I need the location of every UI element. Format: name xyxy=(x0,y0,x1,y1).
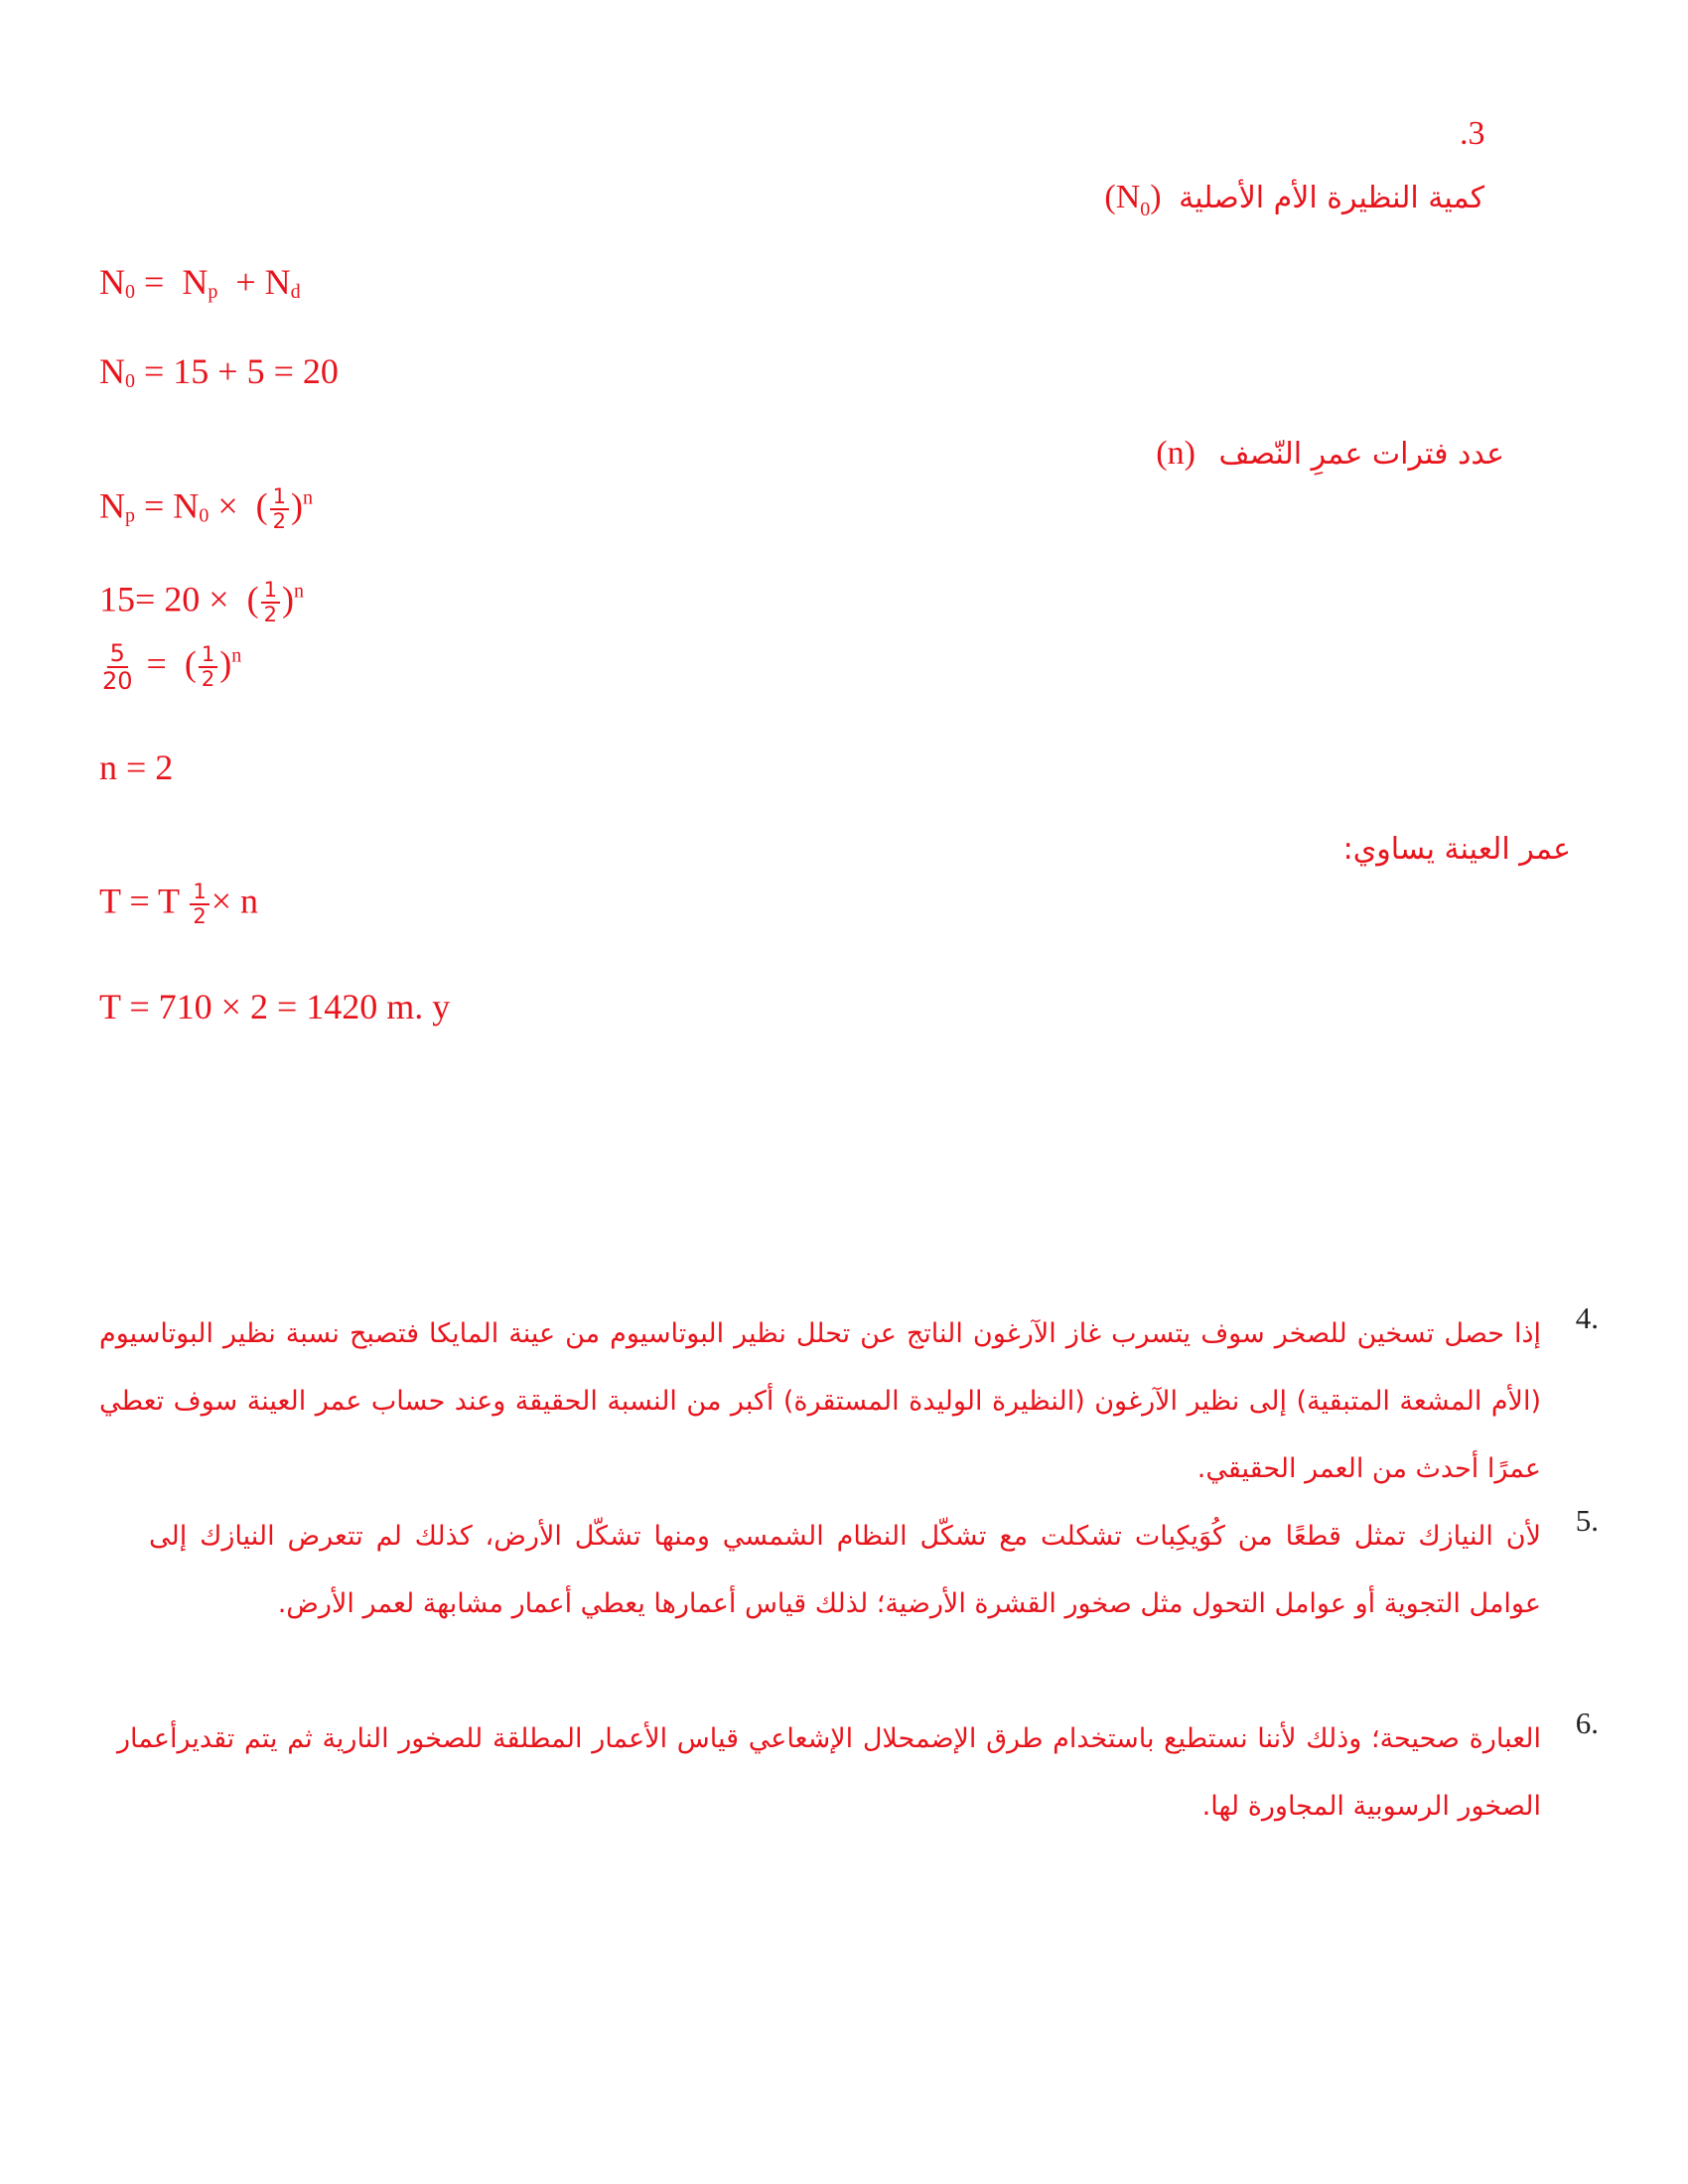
original-amount-heading xyxy=(1104,179,1484,221)
answer-6-text: العبارة صحيحة؛ وذلك لأننا نستطيع باستخدام طرق الإضمحلال الإشعاعي قياس الأعمار المطلقة للصخور النارية ثم يتم تقديرأعمار الصخور الرسوبية المجاورة لها. xyxy=(117,1723,1541,1822)
equation-decay-formula: $N_p = N_0$ × ( $\frac{1}{2}$ )$^n$ xyxy=(99,484,313,533)
answer-4-text: إذا حصل تسخين للصخر سوف يتسرب غاز الآرغون الناتج عن تحلل نظير البوتاسيوم من عينة المايكا فتصبح نسبة نظير البوتاسيوم (الأم المشعة المتبقية) إلى نظير الآرغون (النظيرة الوليدة المستقرة) أكبر من النسبة الحقيقة وعند حساب عمر العينة سوف تعطي عمرًا أحدث من العمر الحقيقي. xyxy=(99,1318,1541,1484)
original-amount-label: كمية النظيرة الأم الأصلية xyxy=(1179,181,1484,215)
equation-original-sum: $N_0 = N_p + N_d$ xyxy=(99,262,301,303)
half-lives-label: عدد فترات عمرِ النّصف xyxy=(1218,437,1504,472)
original-amount-symbol: $(N_0)$ xyxy=(1104,179,1162,220)
fraction: $\frac{1}{2}$ xyxy=(270,486,289,532)
answer-4-number: 4. xyxy=(1575,1300,1599,1335)
equation-original-value: $N_0 = 15 + 5 = 20$ xyxy=(99,351,339,392)
half-lives-symbol: (n) xyxy=(1156,435,1196,472)
answer-6-number: 6. xyxy=(1575,1706,1599,1740)
fraction: $\frac{1}{2}$ xyxy=(190,882,209,927)
equation-decay-substituted: 15= 20 × ( $\frac{1}{2}$ )$^n$ xyxy=(99,578,304,626)
sample-age-heading: عمر العينة يساوي: xyxy=(1342,832,1571,867)
equation-age-formula: T = T $\frac{1}{2}$ × n xyxy=(99,880,259,928)
equation-ratio: $\frac{5}{20}$ = ( $\frac{1}{2}$ )$^n$ xyxy=(97,641,241,693)
half-lives-heading xyxy=(1156,435,1504,473)
item-3-number: .3 xyxy=(1460,115,1485,152)
equation-age-result: T = 710 × 2 = 1420 m. y xyxy=(99,987,451,1026)
answer-5-text: لأن النيازك تمثل قطعًا من كُوَيكِبات تشكلت مع تشكّل النظام الشمسي ومنها تشكّل الأرض، كذلك لم تتعرض النيازك إلى عوامل التجوية أو عوامل التحول مثل صخور القشرة الأرضية؛ لذلك قياس أعمارها يعطي أعمار مشابهة لعمر الأرض. xyxy=(149,1521,1541,1619)
equation-n-result: n = 2 xyxy=(99,748,174,787)
answer-5-number: 5. xyxy=(1575,1503,1599,1538)
answer-6 xyxy=(117,1706,1599,1841)
answer-4 xyxy=(99,1300,1599,1503)
fraction: $\frac{1}{2}$ xyxy=(261,580,280,625)
fraction: $\frac{5}{20}$ xyxy=(102,639,133,695)
answer-5 xyxy=(149,1503,1599,1638)
fraction: $\frac{1}{2}$ xyxy=(199,644,217,690)
